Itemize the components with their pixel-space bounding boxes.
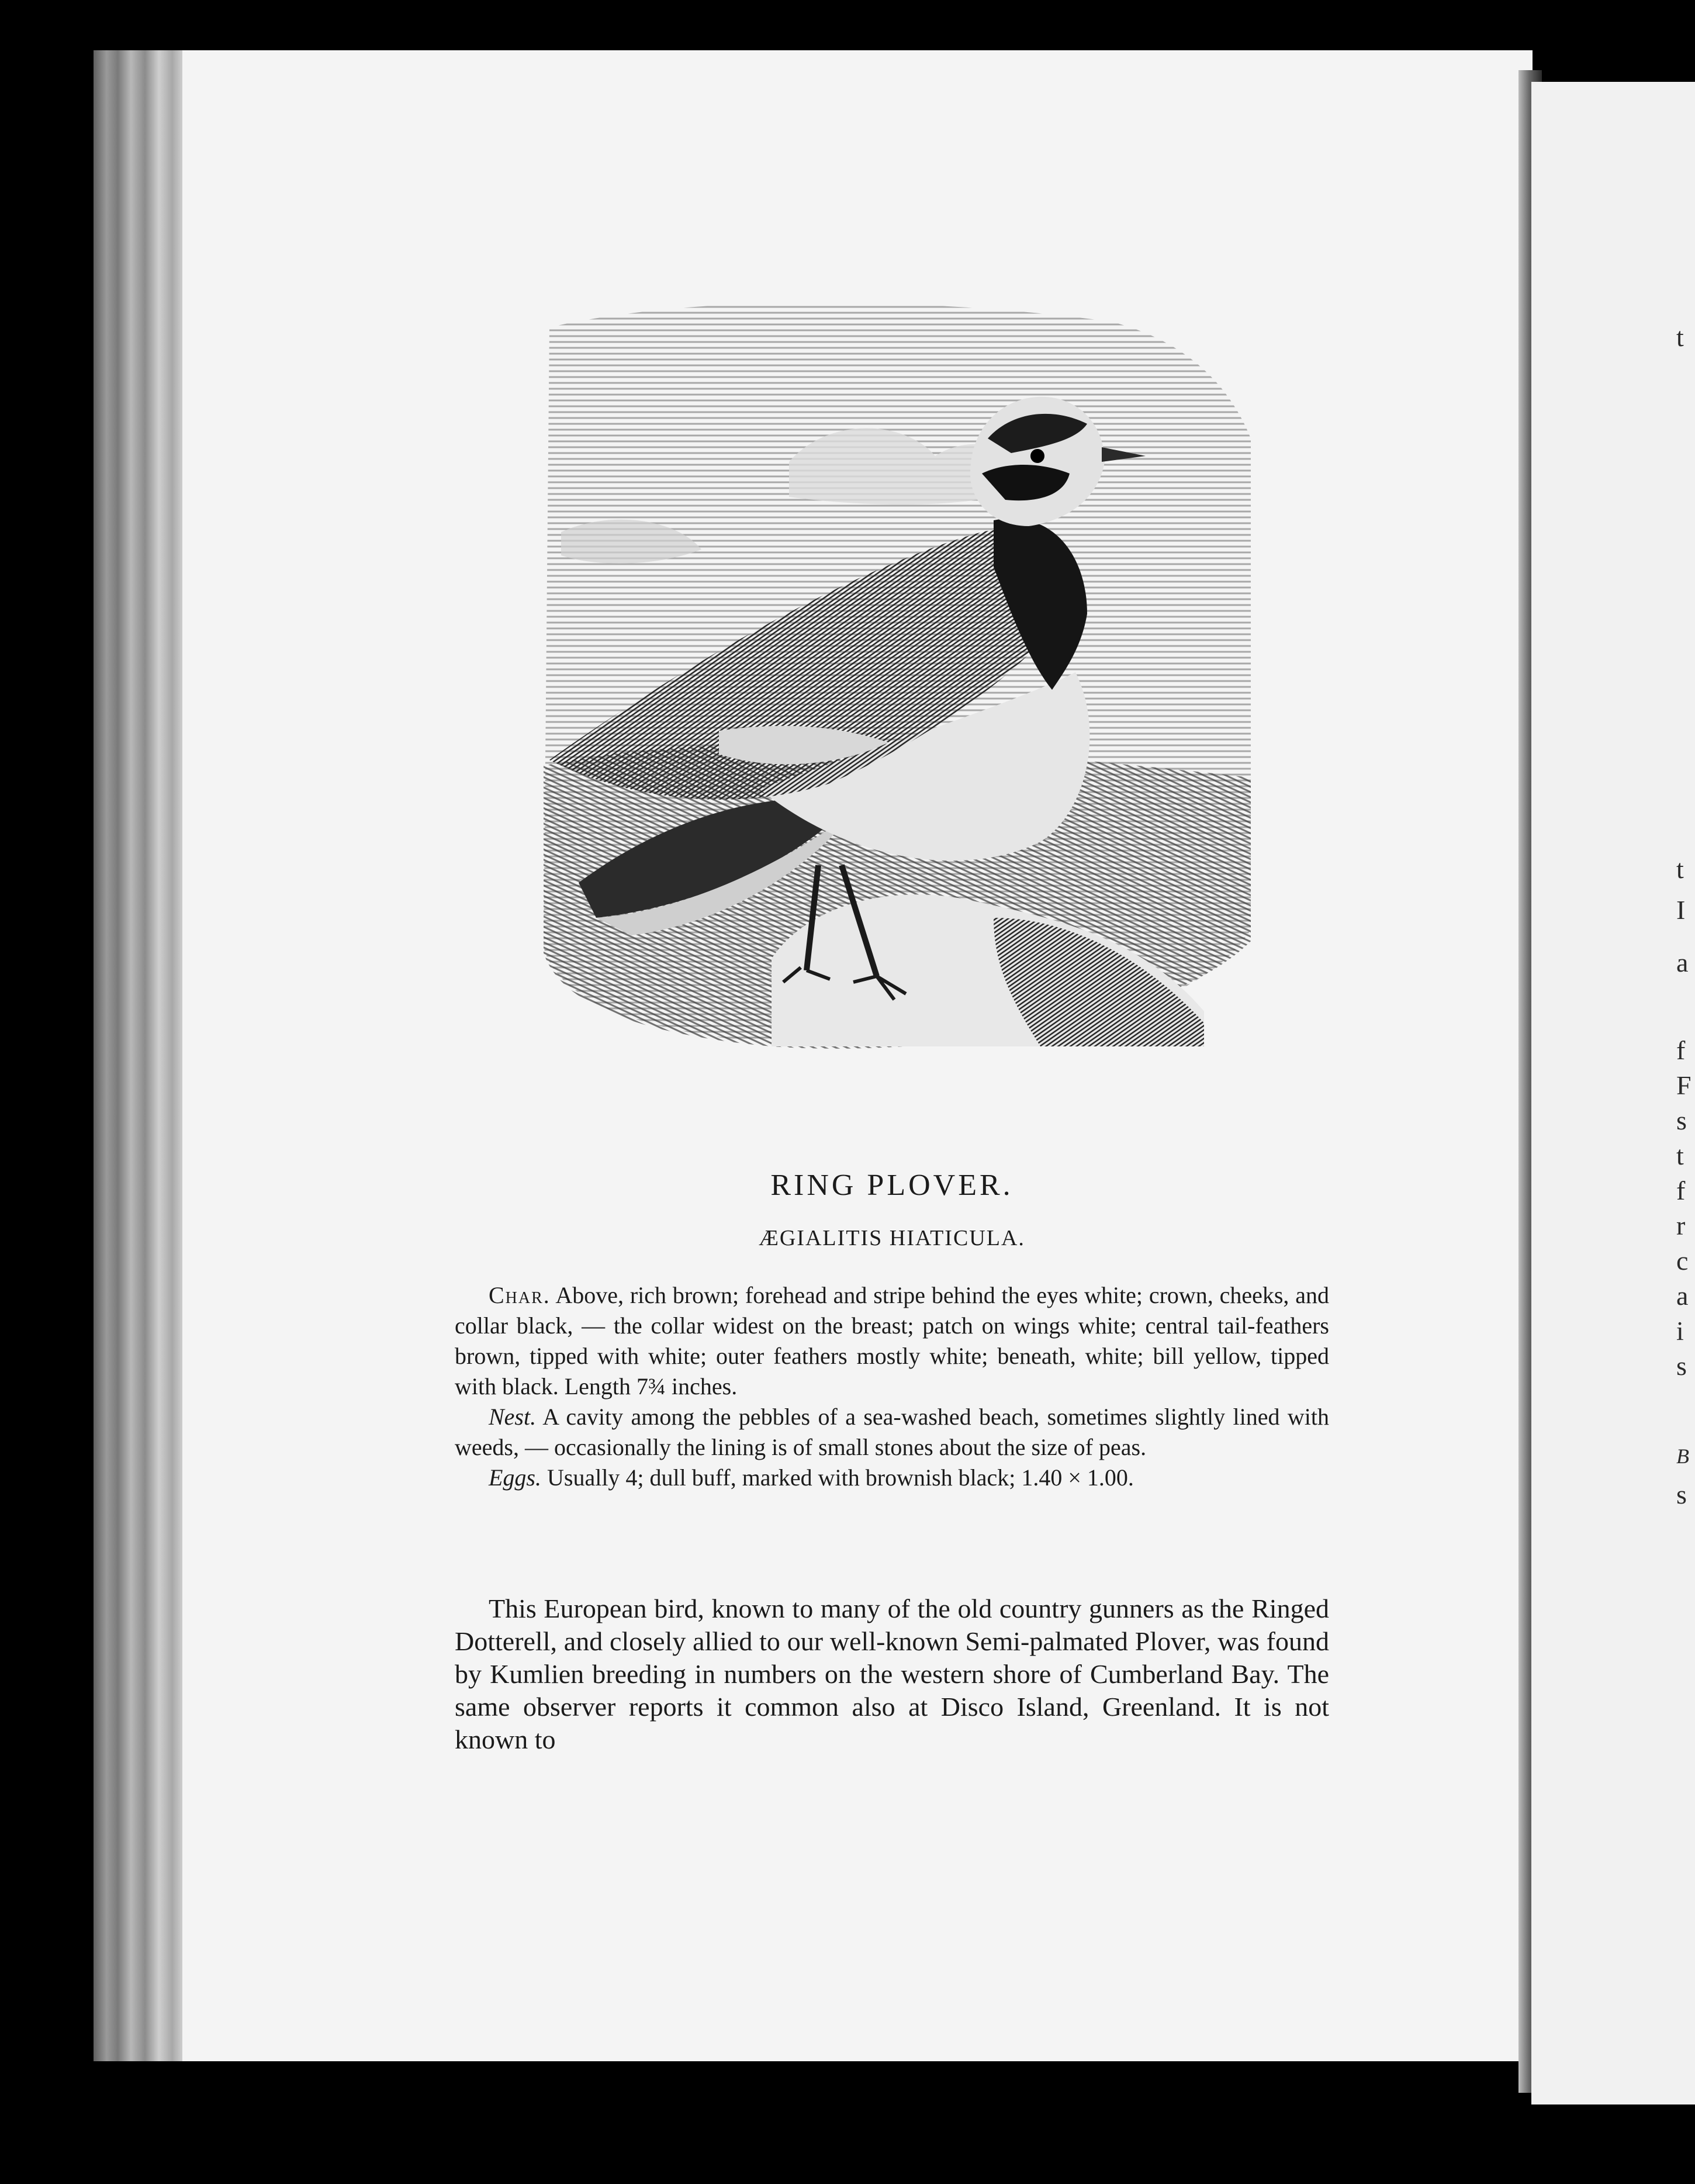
margin-letter: a (1676, 948, 1689, 977)
margin-letter: s (1676, 1480, 1687, 1509)
margin-letter: I (1676, 895, 1686, 925)
nest-paragraph (455, 1402, 1329, 1463)
margin-letter: i (1676, 1316, 1684, 1346)
margin-letter: t (1676, 854, 1684, 884)
eggs-label: Eggs. (489, 1464, 541, 1491)
species-description (455, 1280, 1329, 1493)
scientific-name: ÆGIALITIS HIATICULA. (759, 1226, 1025, 1250)
nest-label: Nest. (489, 1404, 537, 1430)
ring-plover-engraving-icon (526, 286, 1274, 1087)
margin-letter: F (1676, 1070, 1691, 1100)
margin-letter: t (1676, 1141, 1684, 1170)
margin-letter: r (1676, 1211, 1686, 1240)
margin-letter: a (1676, 1281, 1689, 1311)
page-stack-edge (94, 50, 187, 2061)
char-label: Char. (489, 1282, 551, 1308)
char-paragraph (455, 1280, 1329, 1402)
char-text: Above, rich brown; forehead and stripe behind the eyes white; crown, cheeks, and collar black, — the collar widest on the breast; patch on wings white; central tail-feathers brown, tipped with white; outer feathers mostly white; beneath, white; bill yellow, tipped with black. Length 7¾ inches. (455, 1282, 1329, 1399)
margin-letter: B (1676, 1445, 1689, 1468)
margin-letter: f (1676, 1176, 1686, 1205)
eggs-paragraph (455, 1463, 1329, 1493)
narrative-paragraph: This European bird, known to many of the old country gunners as the Ringed Dotterell, and closely allied to our well-known Semi-palmated Plover, was found by Kumlien breeding in numbers on the western shore of Cumberland Bay. The same observer reports it common also at Disco Island, Greenland. It is not known to (455, 1594, 1329, 1754)
plate-title: RING PLOVER. (770, 1169, 1013, 1202)
eggs-text: Usually 4; dull buff, marked with brownish black; 1.40 × 1.00. (547, 1464, 1134, 1491)
margin-letter: s (1676, 1351, 1687, 1381)
margin-letter: f (1676, 1035, 1686, 1065)
margin-letter: c (1676, 1246, 1689, 1276)
right-page (1531, 82, 1695, 2104)
nest-text: A cavity among the pebbles of a sea-washed beach, sometimes slightly lined with weeds, — occasionally the lining is of small stones about the size of peas. (455, 1404, 1330, 1460)
margin-letter: s (1676, 1105, 1687, 1135)
margin-letter: t (1676, 322, 1684, 352)
narrative-text (455, 1592, 1329, 1756)
